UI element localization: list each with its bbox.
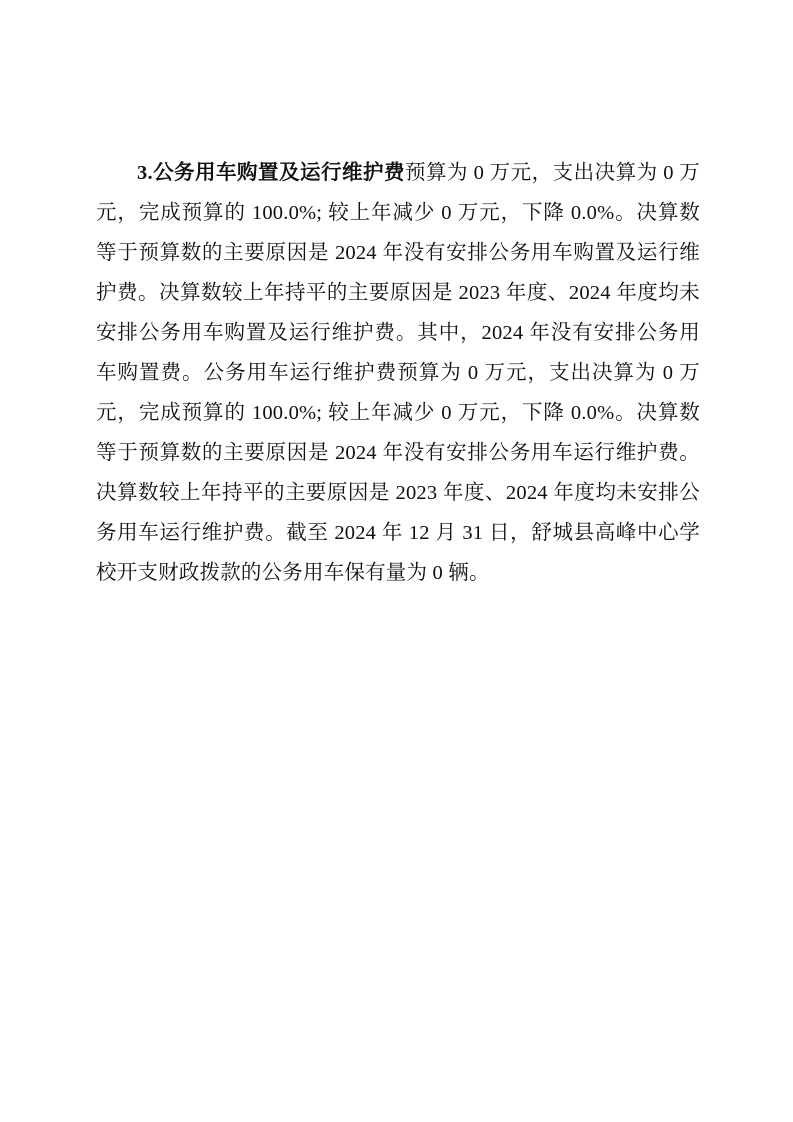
paragraph-vehicle-purchase-maintenance [96,153,700,593]
document-body [96,132,700,613]
paragraph-body-text: 预算为 0 万元，支出决算为 0 万元，完成预算的 100.0%; 较上年减少 0 万元，下降 0.0%。决算数等于预算数的主要原因是 2024 年没有安排公务用车购置及运行维护费。决算数较上年持平的主要原因是 2023 年度、2024 年度均未安排公务用车购置及运行维护费。其中，2024 年没有安排公务用车购置费。公务用车运行维护费预算为 0 万元，支出决算为 0 万元，完成预算的 100.0%; 较上年减少 0 万元，下降 0.0%。决算数等于预算数的主要原因是 2024 年没有安排公务用车运行维护费。决算数较上年持平的主要原因是 2023 年度、2024 年度均未安排公务用车运行维护费。截至 2024 年 12 月 31 日，舒城县高峰中心学校开支财政拨款的公务用车保有量为 0 辆。 [96,161,700,584]
paragraph-lead-label: 3.公务用车购置及运行维护费 [137,161,405,184]
